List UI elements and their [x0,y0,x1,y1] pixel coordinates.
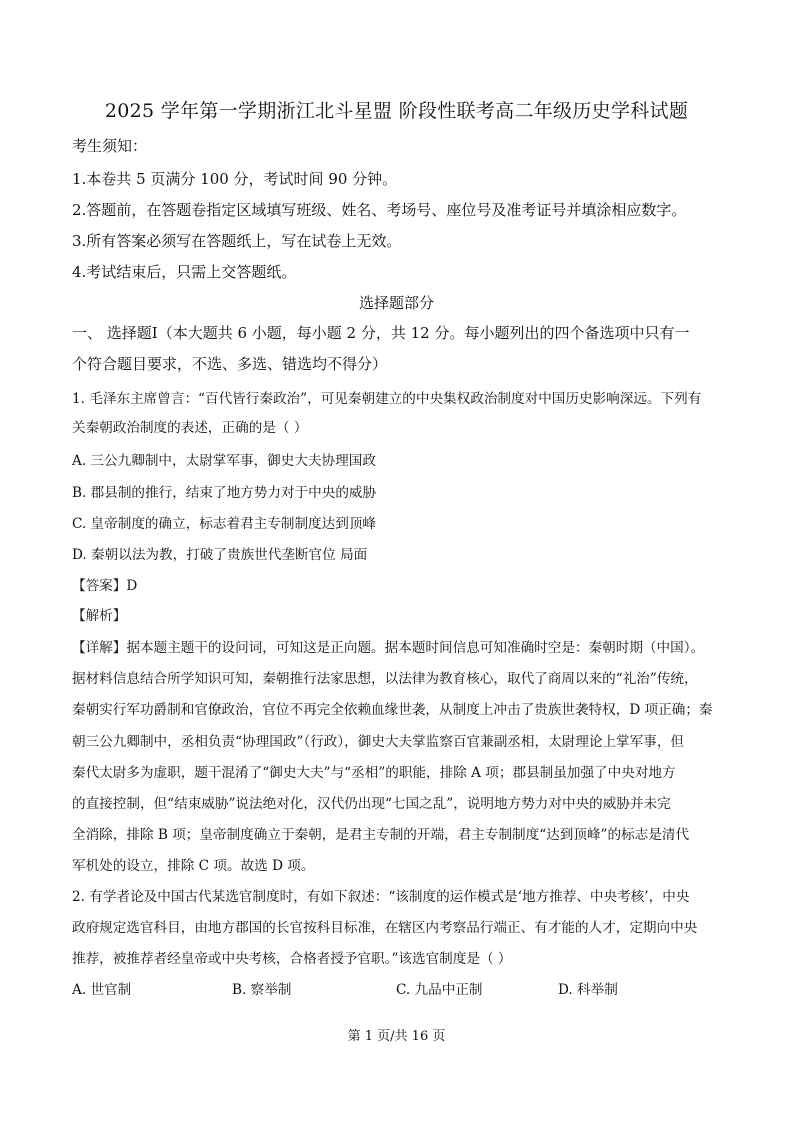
q1-analysis-line-6: 的直接控制，但“结束威胁”说法绝对化，汉代仍出现“七国之乱”，说明地方势力对中央的威胁并未完 [72,796,671,812]
notice-item-1: 1.本卷共 5 页满分 100 分，考试时间 90 分钟。 [72,170,398,188]
q2-option-a: A. 世官制 [72,982,132,998]
notice-item-3: 3.所有答案必须写在答题纸上，写在试卷上无效。 [72,232,402,250]
q1-analysis-line-4: 朝三公九卿制中，丞相负责“协理国政”（行政），御史大夫掌监察百官兼副丞相，太尉理论上掌军事，但 [72,734,685,750]
notice-item-4: 4.考试结束后，只需上交答题纸。 [72,263,297,281]
q1-analysis-line-7: 全消除，排除 B 项；皇帝制度确立于秦朝，是君主专制的开端，君主专制制度“达到顶峰”的标志是清代 [72,827,690,843]
q2-stem-line-3: 推荐，被推荐者经皇帝或中央考核，合格者授予官职。”该选官制度是（ ） [72,951,512,967]
q2-option-c: C. 九品中正制 [396,982,483,998]
q1-option-c: C. 皇帝制度的确立，标志着君主专制制度达到顶峰 [72,516,377,532]
section-title: 选择题部分 [358,294,434,312]
part-heading-line-2: 个符合题目要求，不选、多选、错选均不得分） [72,355,388,373]
q1-answer: 【答案】D [72,578,138,594]
q1-option-d: D. 秦朝以法为教，打破了贵族世代垄断官位 局面 [72,547,368,563]
q1-analysis-line-3: 秦朝实行军功爵制和官僚政治，官位不再完全依赖血缘世袭，从制度上冲击了贵族世袭特权，D 项正确；秦 [72,702,713,718]
q2-option-b: B. 察举制 [232,982,292,998]
q1-analysis-line-1: 【详解】据本题主题干的设问词，可知这是正向题。据本题时间信息可知准确时空是：秦朝时期（中国）。 [72,640,705,656]
q1-stem-line-1: 1. 毛泽东主席曾言：“百代皆行秦政治”，可见秦朝建立的中央集权政治制度对中国历史影响深远。下列有 [72,391,702,407]
q1-analysis-label: 【解析】 [72,608,127,624]
q1-stem-line-2: 关秦朝政治制度的表述，正确的是（ ） [72,420,308,436]
notice-heading: 考生须知： [72,137,148,155]
q2-stem-line-2: 政府规定选官科目，由地方郡国的长官按科目标准，在辖区内考察品行端正、有才能的人才，定期向中央 [72,920,698,936]
notice-item-2: 2.答题前，在答题卷指定区域填写班级、姓名、考场号、座位号及准考证号并填涂相应数字。 [72,201,687,219]
q2-option-d: D. 科举制 [558,982,618,998]
exam-title: 2025 学年第一学期浙江北斗星盟 阶段性联考高二年级历史学科试题 [104,100,689,122]
q1-analysis-line-5: 秦代太尉多为虚职，题干混淆了“御史大夫”与“丞相”的职能，排除 A 项；郡县制虽加强了中央对地方 [72,765,676,781]
q1-analysis-line-8: 军机处的设立，排除 C 项。故选 D 项。 [72,858,315,874]
page-footer: 第 1 页/共 16 页 [347,1029,446,1044]
part-heading-line-1: 一、 选择题Ⅰ（本大题共 6 小题，每小题 2 分，共 12 分。每小题列出的四个备选项中只有一 [72,324,690,342]
q1-option-a: A. 三公九卿制中，太尉掌军事，御史大夫协理国政 [72,453,376,469]
q2-stem-line-1: 2. 有学者论及中国古代某选官制度时，有如下叙述：“该制度的运作模式是‘地方推荐、中央考核’，中央 [72,889,690,905]
q1-option-b: B. 郡县制的推行，结束了地方势力对于中央的威胁 [72,485,377,501]
q1-analysis-line-2: 据材料信息结合所学知识可知，秦朝推行法家思想，以法律为教育核心，取代了商周以来的“礼治”传统， [72,671,698,687]
